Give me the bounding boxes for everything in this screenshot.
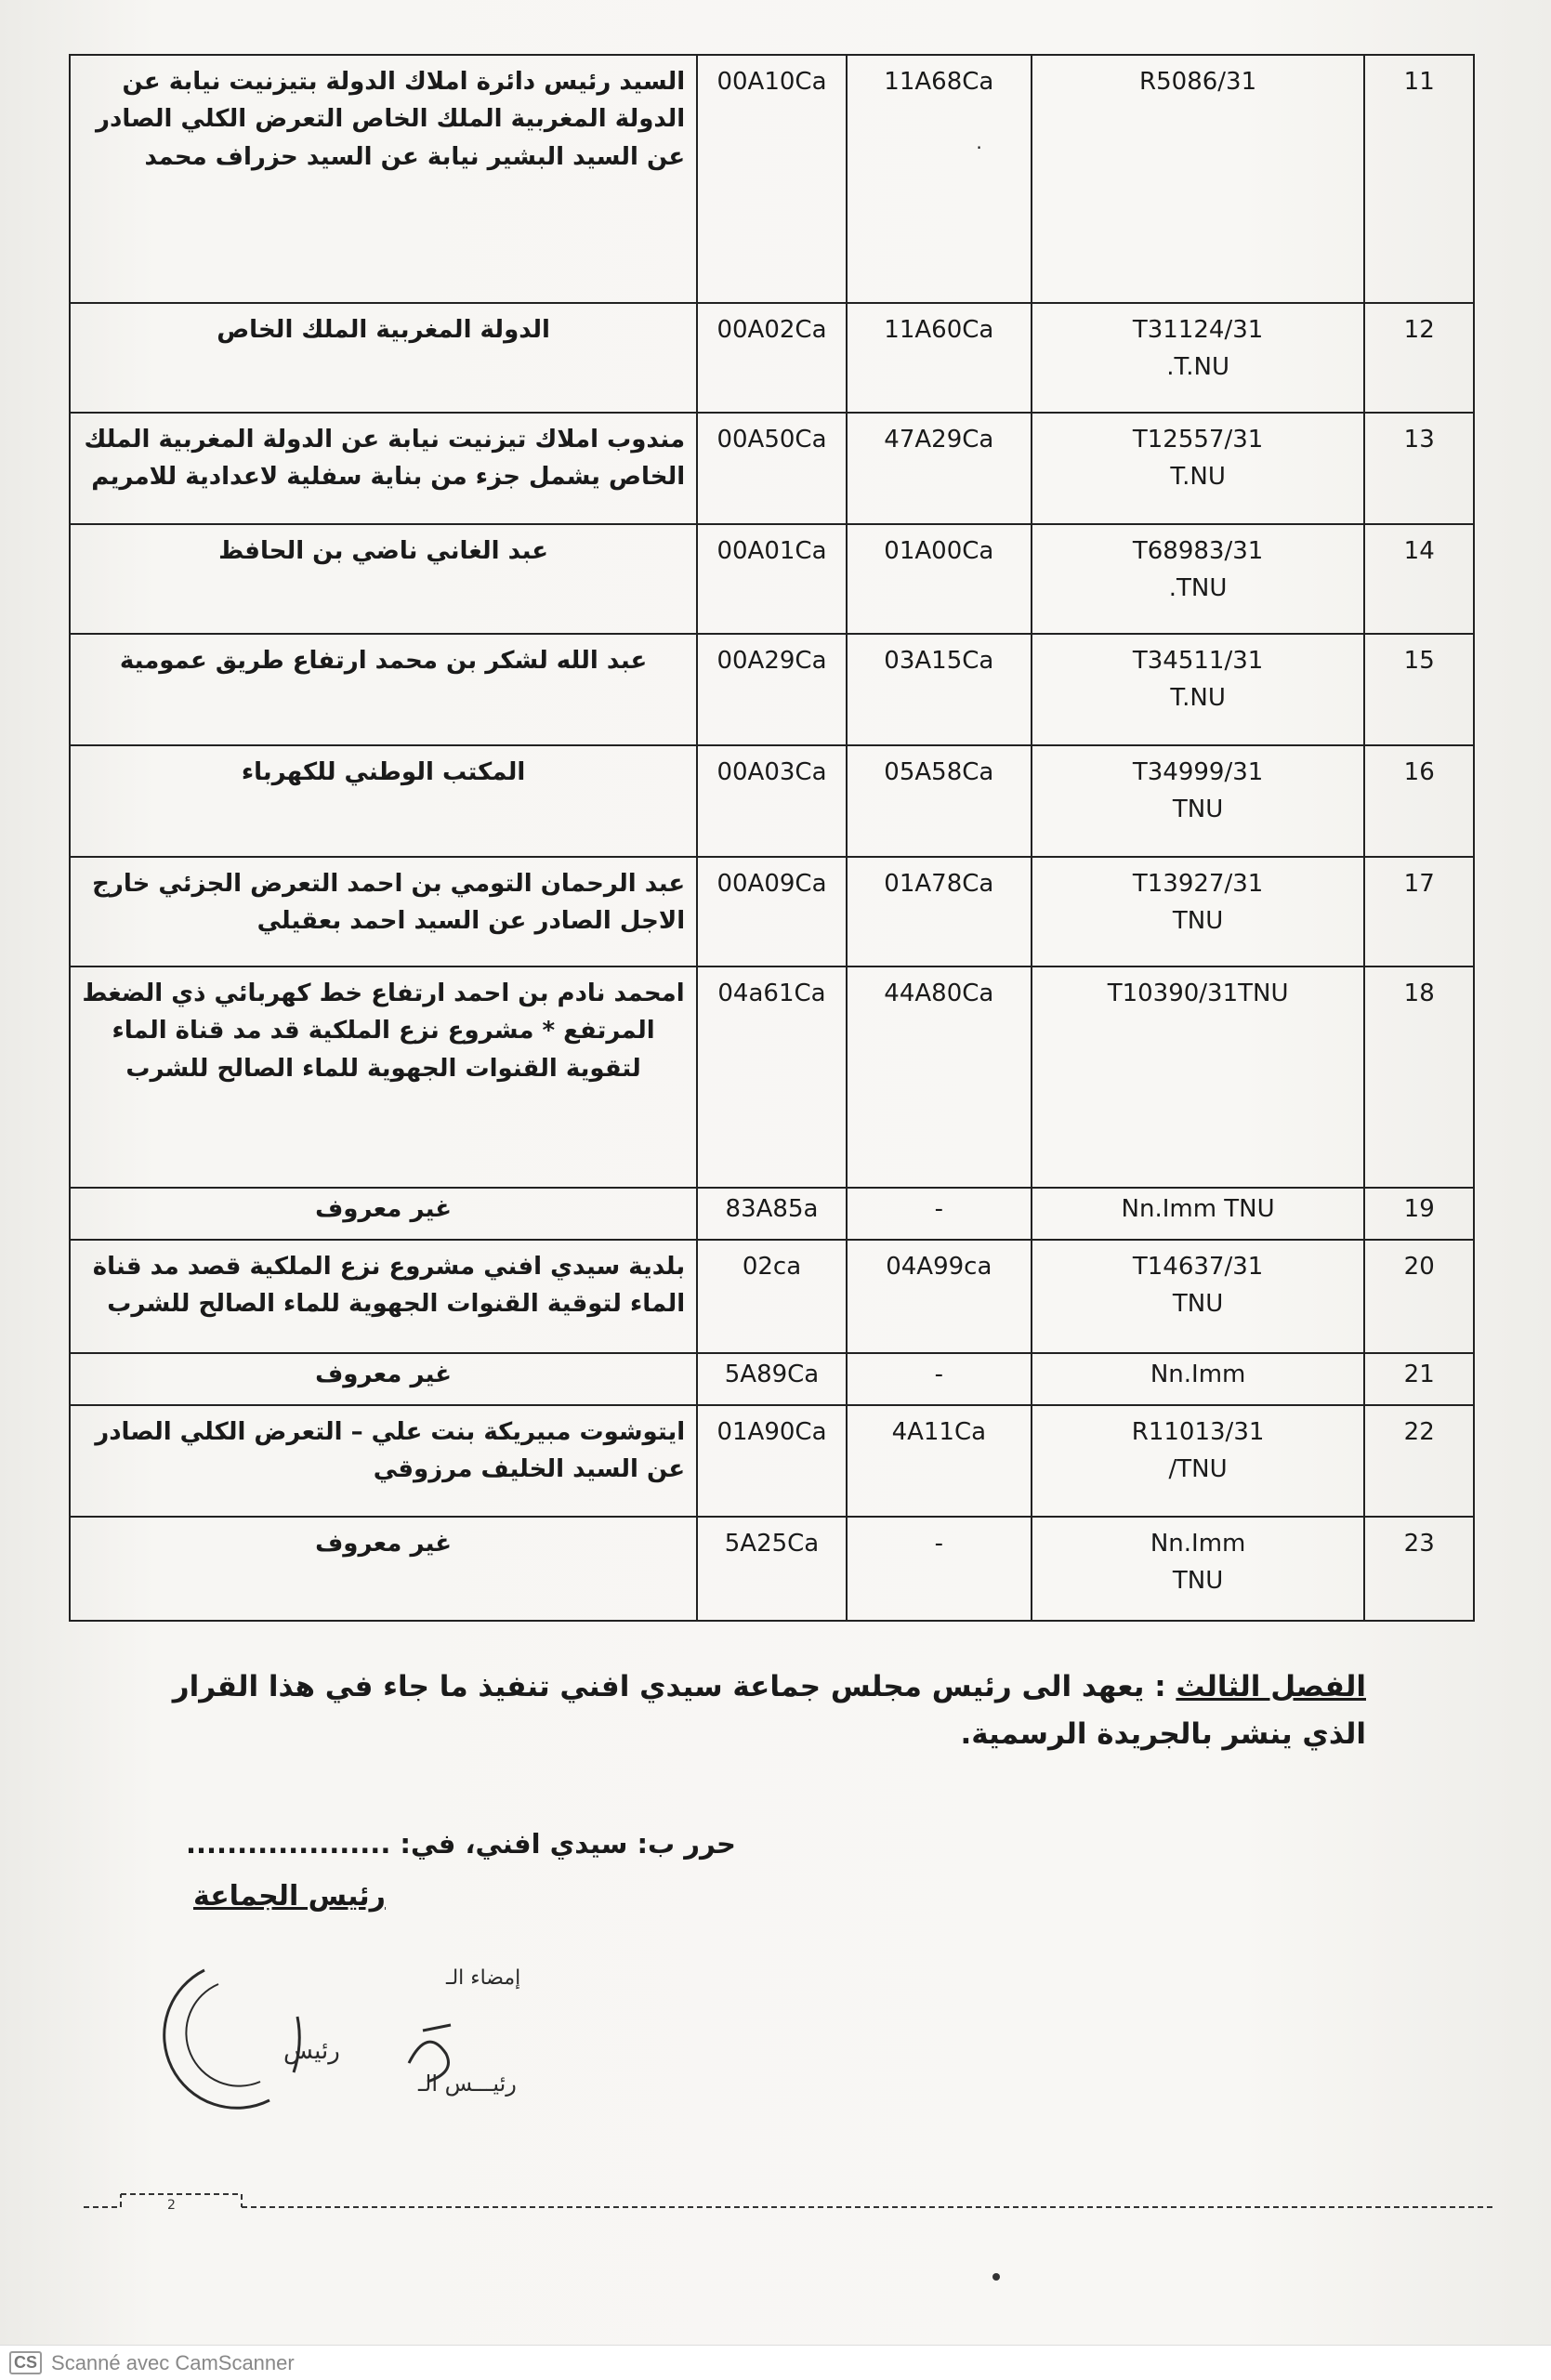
title-reference: T34511/31 T.NU (1032, 634, 1365, 745)
article-text: : يعهد الى رئيس مجلس جماعة سيدي افني تنفيذ ما جاء في هذا القرار الذي ينشر بالجريدة الرسمية. (172, 1670, 1366, 1752)
table-row (70, 303, 1474, 413)
row-number: 15 (1364, 634, 1474, 745)
parcel-code-primary: 44A80Ca (847, 966, 1032, 1188)
table-row (70, 1517, 1474, 1621)
parcel-code-primary: 01A00Ca (847, 524, 1032, 634)
title-reference: T34999/31 TNU (1032, 745, 1365, 857)
title-reference: Nn.Imm TNU (1032, 1188, 1365, 1240)
parcel-code-secondary: 04a61Ca (697, 966, 847, 1188)
parcel-code-primary: 11A68Ca · (847, 55, 1032, 303)
row-number: 11 (1364, 55, 1474, 303)
camscanner-logo: CS (9, 2351, 42, 2374)
table-row (70, 1353, 1474, 1405)
table-row (70, 634, 1474, 745)
table-row (70, 413, 1474, 524)
row-number: 18 (1364, 966, 1474, 1188)
registry-table (69, 54, 1475, 1622)
parcel-code-secondary: 00A50Ca (697, 413, 847, 524)
owner-description: مندوب املاك تيزنيت نيابة عن الدولة المغربية الملك الخاص يشمل جزء من بناية سفلية لاعدادية للامريم (70, 413, 697, 524)
article-heading: الفصل الثالث (1176, 1670, 1366, 1703)
row-number: 17 (1364, 857, 1474, 966)
title-reference: T13927/31 TNU (1032, 857, 1365, 966)
parcel-code-secondary: 00A09Ca (697, 857, 847, 966)
table-row (70, 857, 1474, 966)
owner-description: عبد الرحمان التومي بن احمد التعرض الجزئي خارج الاجل الصادر عن السيد احمد بعقيلي (70, 857, 697, 966)
owner-description: امحمد نادم بن احمد ارتفاع خط كهربائي ذي الضغط المرتفع * مشروع نزع الملكية قد مد قناة الماء لتقوية القنوات الجهوية للماء الصالح للشرب (70, 966, 697, 1188)
parcel-code-primary: 4A11Ca (847, 1405, 1032, 1517)
seal-text: رئيس (283, 2037, 340, 2065)
parcel-code-primary: - (847, 1353, 1032, 1405)
scanner-footer-text: Scanné avec CamScanner (51, 2350, 295, 2374)
parcel-code-secondary: 02ca (697, 1240, 847, 1353)
president-label: رئيـــس الـ (418, 2071, 517, 2097)
signature-title: رئيس الجماعة (193, 1880, 386, 1913)
table-row (70, 966, 1474, 1188)
owner-description: المكتب الوطني للكهرباء (70, 745, 697, 857)
owner-description: ايتوشوت مبيريكة بنت علي – التعرض الكلي الصادر عن السيد الخليف مرزوقي (70, 1405, 697, 1517)
parcel-code-primary: 04A99ca (847, 1240, 1032, 1353)
owner-description: الدولة المغربية الملك الخاص (70, 303, 697, 413)
parcel-code-primary: 05A58Ca (847, 745, 1032, 857)
parcel-code-primary: - (847, 1188, 1032, 1240)
parcel-code-primary: - (847, 1517, 1032, 1621)
title-reference: R5086/31 (1032, 55, 1365, 303)
title-reference: T10390/31TNU (1032, 966, 1365, 1188)
title-reference: T12557/31 T.NU (1032, 413, 1365, 524)
page-number: 2 (167, 2198, 176, 2213)
footer-rule (84, 2189, 1496, 2216)
parcel-code-secondary: 00A02Ca (697, 303, 847, 413)
table-row (70, 524, 1474, 634)
row-number: 19 (1364, 1188, 1474, 1240)
table-row (70, 55, 1474, 303)
registry-table-container (69, 54, 1475, 1622)
table-row (70, 1240, 1474, 1353)
row-number: 16 (1364, 745, 1474, 857)
official-stamp-signature (139, 1942, 548, 2128)
article-three (158, 1663, 1366, 1758)
parcel-code-secondary: 00A01Ca (697, 524, 847, 634)
table-row (70, 1405, 1474, 1517)
owner-description: بلدية سيدي افني مشروع نزع الملكية قصد مد قناة الماء لتوقية القنوات الجهوية للماء الصالح للشرب (70, 1240, 697, 1353)
title-reference: R11013/31 /TNU (1032, 1405, 1365, 1517)
row-number: 12 (1364, 303, 1474, 413)
table-row (70, 1188, 1474, 1240)
owner-description: غير معروف (70, 1353, 697, 1405)
parcel-code-secondary: 01A90Ca (697, 1405, 847, 1517)
owner-description: عبد الغاني ناضي بن الحافظ (70, 524, 697, 634)
parcel-code-secondary: 83A85a (697, 1188, 847, 1240)
parcel-code-secondary: 00A03Ca (697, 745, 847, 857)
title-reference: T68983/31 .TNU (1032, 524, 1365, 634)
row-number: 21 (1364, 1353, 1474, 1405)
parcel-code-primary: 11A60Ca (847, 303, 1032, 413)
row-number: 20 (1364, 1240, 1474, 1353)
row-number: 13 (1364, 413, 1474, 524)
parcel-code-secondary: 5A25Ca (697, 1517, 847, 1621)
owner-description: السيد رئيس دائرة املاك الدولة بتيزنيت نيابة عن الدولة المغربية الملك الخاص التعرض الكلي الصادر عن السيد البشير نيابة عن السيد حزراف محمد (70, 55, 697, 303)
row-number: 23 (1364, 1517, 1474, 1621)
row-number: 22 (1364, 1405, 1474, 1517)
row-number: 14 (1364, 524, 1474, 634)
written-at-line: حرر ب: سيدي افني، في: .................... (186, 1828, 736, 1860)
title-reference: Nn.Imm TNU (1032, 1517, 1365, 1621)
parcel-code-primary: 01A78Ca (847, 857, 1032, 966)
title-reference: T31124/31 .T.NU (1032, 303, 1365, 413)
parcel-code-secondary: 00A29Ca (697, 634, 847, 745)
owner-description: غير معروف (70, 1517, 697, 1621)
parcel-code-secondary: 5A89Ca (697, 1353, 847, 1405)
parcel-code-primary: 47A29Ca (847, 413, 1032, 524)
table-row (70, 745, 1474, 857)
table-body (70, 55, 1474, 1621)
scanner-footer (0, 2345, 1551, 2380)
parcel-code-primary: 03A15Ca (847, 634, 1032, 745)
owner-description: عبد الله لشكر بن محمد ارتفاع طريق عمومية (70, 634, 697, 745)
title-reference: T14637/31 TNU (1032, 1240, 1365, 1353)
parcel-code-secondary: 00A10Ca (697, 55, 847, 303)
owner-description: غير معروف (70, 1188, 697, 1240)
signature-label: إمضاء الـ (446, 1966, 521, 1990)
title-reference: Nn.Imm (1032, 1353, 1365, 1405)
speck (992, 2273, 1000, 2281)
